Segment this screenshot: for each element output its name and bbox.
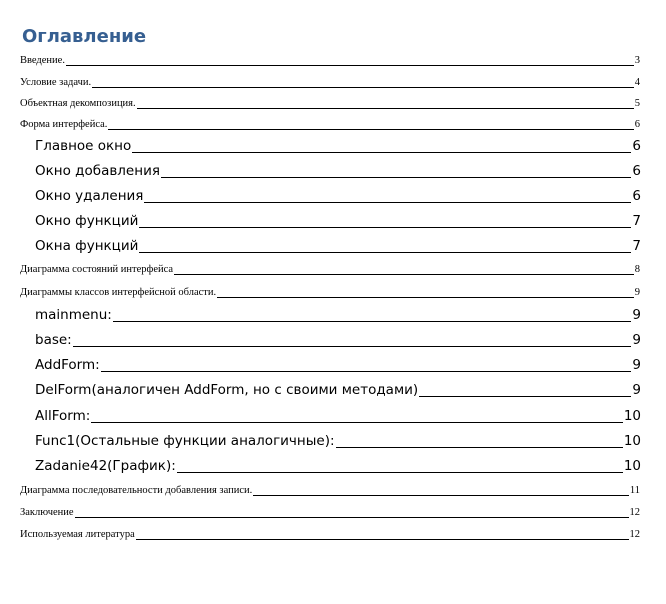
toc-entry-introduction[interactable] [20, 53, 640, 69]
toc-entry-page: 6 [632, 163, 641, 179]
toc-entry-page: 3 [634, 55, 640, 66]
toc-entry-func1[interactable] [35, 431, 641, 451]
toc-entry-page: 10 [623, 408, 641, 424]
toc-entry-label: DelForm(аналогичен AddForm, но с своими методами) [35, 382, 419, 398]
dot-leader [75, 517, 629, 518]
toc-entry-page: 8 [634, 264, 640, 275]
toc-entry-sequence-diagram[interactable] [20, 483, 640, 499]
toc-entry-label: Диаграммы классов интерфейсной области. [20, 287, 217, 298]
toc-entry-delform[interactable] [35, 380, 641, 400]
dot-leader [113, 321, 632, 322]
dot-leader [144, 202, 631, 203]
dot-leader [108, 129, 633, 130]
toc-entry-page: 9 [634, 287, 640, 298]
toc-entry-label: mainmenu: [35, 307, 112, 323]
toc-entry-delete-window[interactable] [35, 186, 641, 206]
toc-entry-page: 5 [634, 98, 640, 109]
toc-entry-label: Окно функций [35, 213, 139, 229]
dot-leader [137, 108, 634, 109]
dot-leader [101, 371, 632, 372]
dot-leader [161, 177, 631, 178]
dot-leader [139, 252, 631, 253]
toc-entry-label: Введение. [20, 55, 65, 66]
toc-entry-literature[interactable] [20, 527, 640, 543]
toc-entry-functions-window[interactable] [35, 211, 641, 231]
toc-entry-label: Форма интерфейса. [20, 119, 108, 130]
dot-leader [217, 297, 634, 298]
toc-entry-label: Окно удаления [35, 188, 144, 204]
toc-entry-page: 9 [632, 357, 641, 373]
toc-entry-interface-form[interactable] [20, 117, 640, 133]
toc-entry-label: Главное окно [35, 138, 132, 154]
dot-leader [419, 396, 631, 397]
toc-entry-page: 6 [632, 188, 641, 204]
toc-entry-label: base: [35, 332, 72, 348]
toc-entry-zadanie42[interactable] [35, 456, 641, 476]
toc-entry-task[interactable] [20, 75, 640, 91]
dot-leader [66, 65, 634, 66]
dot-leader [132, 152, 631, 153]
dot-leader [139, 227, 631, 228]
toc-entry-state-diagram[interactable] [20, 262, 640, 278]
toc-entry-label: AddForm: [35, 357, 100, 373]
dot-leader [253, 495, 629, 496]
toc-entry-functions-windows[interactable] [35, 236, 641, 256]
toc-entry-add-window[interactable] [35, 161, 641, 181]
toc-entry-page: 7 [632, 238, 641, 254]
toc-entry-label: Окна функций [35, 238, 139, 254]
toc-entry-page: 6 [632, 138, 641, 154]
toc-entry-class-diagrams[interactable] [20, 285, 640, 301]
toc-entry-allform[interactable] [35, 406, 641, 426]
toc-entry-label: Диаграмма состояний интерфейса [20, 264, 174, 275]
toc-entry-label: Используемая литература [20, 529, 135, 540]
dot-leader [336, 447, 623, 448]
toc-entry-page: 9 [632, 332, 641, 348]
toc-entry-page: 11 [629, 485, 640, 496]
toc-entry-page: 9 [632, 307, 641, 323]
toc-entry-label: Объектная декомпозиция. [20, 98, 136, 109]
toc-entry-label: AllForm: [35, 408, 91, 424]
toc-entry-page: 12 [629, 507, 640, 518]
dot-leader [91, 422, 623, 423]
toc-entry-label: Диаграмма последовательности добавления записи. [20, 485, 253, 496]
toc-entry-conclusion[interactable] [20, 505, 640, 521]
dot-leader [136, 539, 629, 540]
toc-entry-page: 10 [623, 458, 641, 474]
toc-entry-page: 9 [632, 382, 641, 398]
toc-entry-decomposition[interactable] [20, 96, 640, 112]
toc-entry-base[interactable] [35, 330, 641, 350]
toc-entry-page: 12 [629, 529, 640, 540]
toc-entry-main-window[interactable] [35, 136, 641, 156]
toc-entry-label: Zadanie42(График): [35, 458, 176, 474]
dot-leader [73, 346, 632, 347]
toc-entry-label: Окно добавления [35, 163, 160, 179]
toc-entry-mainmenu[interactable] [35, 305, 641, 325]
toc-entry-label: Func1(Остальные функции аналогичные): [35, 433, 335, 449]
dot-leader [174, 274, 634, 275]
toc-entry-label: Условие задачи. [20, 77, 92, 88]
toc-entry-page: 7 [632, 213, 641, 229]
toc-entry-page: 6 [634, 119, 640, 130]
page-title: Оглавление [22, 26, 147, 47]
toc-entry-addform[interactable] [35, 355, 641, 375]
toc-entry-label: Заключение [20, 507, 74, 518]
dot-leader [177, 472, 623, 473]
dot-leader [92, 87, 634, 88]
toc-entry-page: 4 [634, 77, 640, 88]
toc-entry-page: 10 [623, 433, 641, 449]
